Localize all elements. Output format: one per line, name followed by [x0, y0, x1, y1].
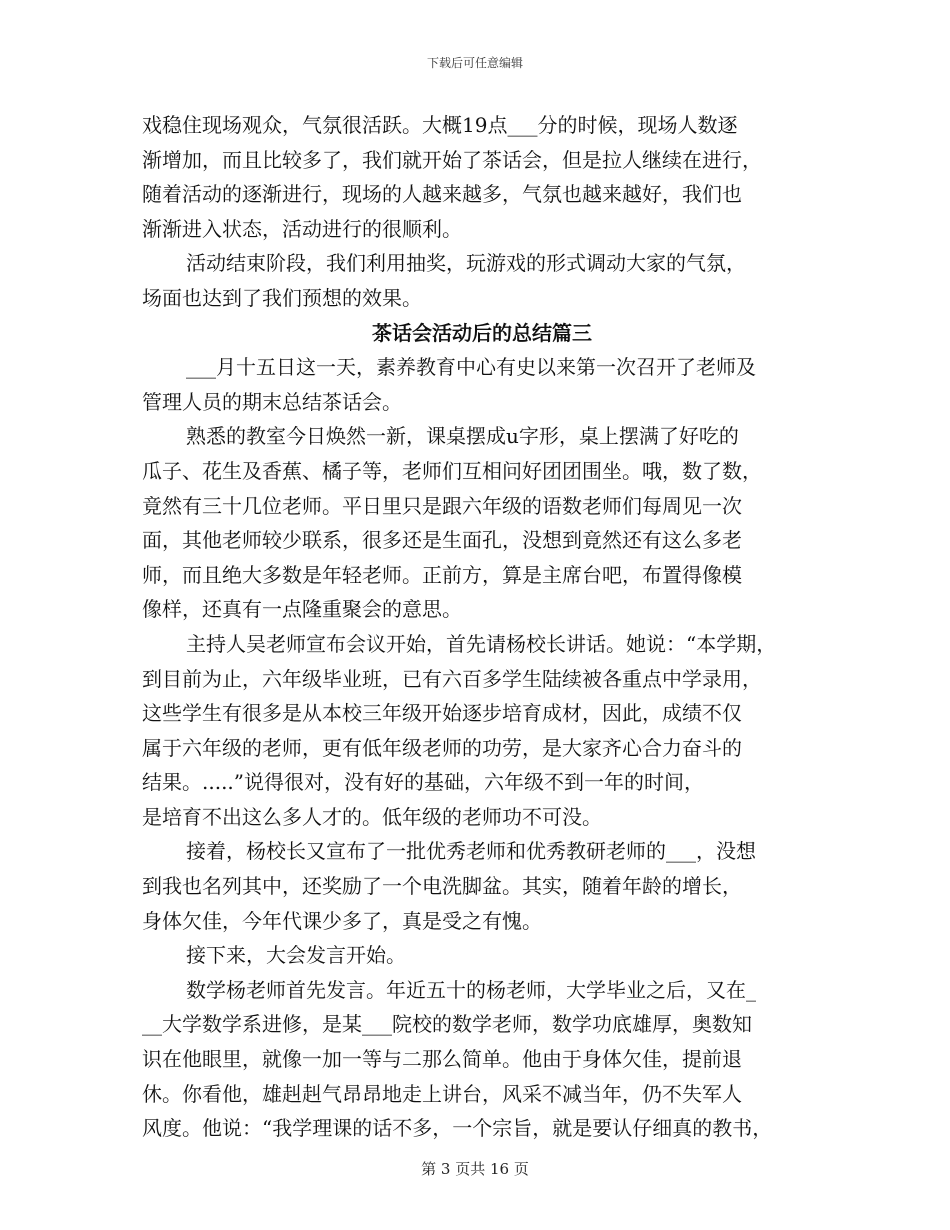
- text-line: 接着，杨校长又宣布了一批优秀老师和优秀教研老师的___，没想: [186, 839, 756, 864]
- text-line: 场面也达到了我们预想的效果。: [142, 285, 422, 310]
- text-line: ___月十五日这一天，素养教育中心有史以来第一次召开了老师及: [186, 355, 756, 380]
- text-line: 到目前为止，六年级毕业班，已有六百多学生陆续被各重点中学录用，: [142, 666, 762, 691]
- text-line: 风度。他说：“我学理课的话不多，一个宗旨，就是要认仔细真的教书，: [142, 1116, 773, 1141]
- text-line: 属于六年级的老师，更有低年级老师的功劳，是大家齐心合力奋斗的: [142, 735, 742, 760]
- text-line: 面，其他老师较少联系，很多还是生面孔，没想到竟然还有这么多老: [142, 528, 742, 553]
- document-body: [142, 108, 822, 1146]
- text-line: 瓜子、花生及香蕉、橘子等，老师们互相问好团团围坐。哦，数了数，: [142, 458, 762, 483]
- text-line: 师，而且绝大多数是年轻老师。正前方，算是主席台吧，布置得像模: [142, 562, 742, 587]
- text-line: 像样，还真有一点隆重聚会的意思。: [142, 597, 462, 622]
- text-line: 熟悉的教室今日焕然一新，课桌摆成u字形，桌上摆满了好吃的: [186, 424, 739, 449]
- text-line: 管理人员的期末总结茶话会。: [142, 389, 402, 414]
- text-line: 数学杨老师首先发言。年近五十的杨老师，大学毕业之后，又在_: [186, 977, 756, 1002]
- text-line: 活动结束阶段，我们利用抽奖，玩游戏的形式调动大家的气氛，: [186, 251, 746, 276]
- text-line: 戏稳住现场观众，气氛很活跃。大概19点___分的时候，现场人数逐: [142, 113, 738, 137]
- text-line: 渐增加，而且比较多了，我们就开始了茶话会，但是拉人继续在进行，: [142, 147, 762, 172]
- text-line: 是培育不出这么多人才的。低年级的老师功不可没。: [142, 804, 602, 829]
- page-header: 下载后可任意编辑: [426, 56, 523, 70]
- text-line: 随着活动的逐渐进行，现场的人越来越多，气氛也越来越好，我们也: [142, 182, 742, 207]
- page-footer: 第 3 页共 16 页: [421, 1160, 529, 1178]
- text-line: 结果。.....”说得很对，没有好的基础，六年级不到一年的时间，: [142, 770, 705, 795]
- text-line: 识在他眼里，就像一加一等与二那么简单。他由于身体欠佳，提前退: [142, 1047, 742, 1072]
- text-line: 到我也名列其中，还奖励了一个电洗脚盆。其实，随着年龄的增长，: [142, 874, 742, 899]
- text-line: 这些学生有很多是从本校三年级开始逐步培育成材，因此，成绩不仅: [142, 701, 742, 726]
- text-line: __大学数学系进修，是某___院校的数学老师，数学功底雄厚，奥数知: [142, 1012, 752, 1037]
- text-line: 渐渐进入状态，活动进行的很顺利。: [142, 216, 462, 241]
- text-line: 休。你看他，雄赳赳气昂昂地走上讲台，风采不减当年，仍不失军人: [142, 1081, 742, 1106]
- text-line: 竟然有三十几位老师。平日里只是跟六年级的语数老师们每周见一次: [142, 493, 742, 518]
- section-heading: 茶话会活动后的总结篇三: [372, 320, 592, 345]
- text-line: 身体欠佳，今年代课少多了，真是受之有愧。: [142, 908, 542, 933]
- text-line: 主持人吴老师宣布会议开始，首先请杨校长讲话。她说：“本学期，: [186, 631, 777, 656]
- text-line: 接下来，大会发言开始。: [186, 943, 406, 968]
